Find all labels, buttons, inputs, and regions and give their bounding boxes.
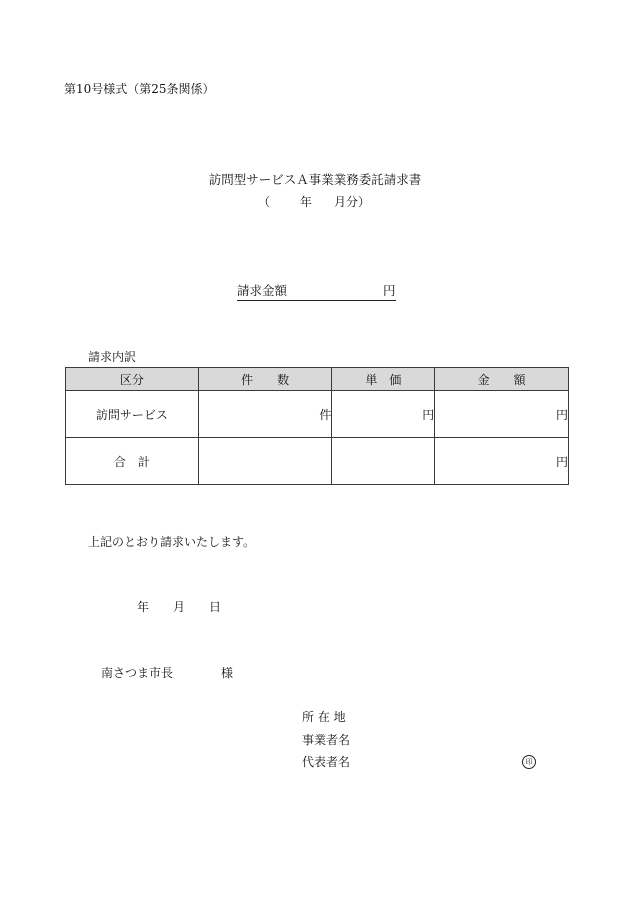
location-label: 所 在 地 [302, 710, 346, 724]
claim-amount-line [237, 285, 396, 301]
claim-amount-currency: 円 [383, 283, 396, 298]
form-number: 第10号様式（第25条関係） [64, 82, 215, 96]
representative-label: 代表者名 [302, 755, 351, 769]
claim-amount-label: 請求金額 [237, 283, 288, 298]
request-statement: 上記のとおり請求いたします。 [88, 535, 256, 549]
date-month-label: 月 [173, 600, 186, 614]
row-count-unit: 件 [198, 391, 332, 438]
addressee [101, 667, 233, 679]
header-count: 件 数 [198, 368, 332, 391]
billing-period [258, 196, 370, 208]
breakdown-header-row [66, 368, 569, 391]
period-year-label: 年 [300, 195, 313, 209]
breakdown-label: 請求内訳 [88, 350, 137, 364]
seal-icon: 印 [522, 755, 536, 769]
breakdown-table [65, 367, 569, 485]
date-line [137, 601, 221, 613]
row-amount-unit: 円 [435, 438, 569, 485]
table-row [66, 438, 569, 485]
row-category: 合 計 [66, 438, 199, 485]
period-open-paren: （ [258, 195, 271, 209]
row-amount-unit: 円 [435, 391, 569, 438]
date-day-label: 日 [209, 600, 222, 614]
date-year-label: 年 [137, 600, 150, 614]
addressee-honorific: 様 [221, 666, 234, 680]
header-unit-price: 単 価 [332, 368, 435, 391]
row-count-unit [198, 438, 332, 485]
table-row [66, 391, 569, 438]
business-name-label: 事業者名 [302, 733, 351, 747]
header-category: 区分 [66, 368, 199, 391]
row-unit-price-unit [332, 438, 435, 485]
document-title: 訪問型サービスＡ事業業務委託請求書 [208, 172, 422, 187]
period-month-label: 月分） [334, 195, 371, 209]
header-amount: 金 額 [435, 368, 569, 391]
row-unit-price-unit: 円 [332, 391, 435, 438]
addressee-name: 南さつま市長 [101, 666, 174, 680]
row-category: 訪問サービス [66, 391, 199, 438]
